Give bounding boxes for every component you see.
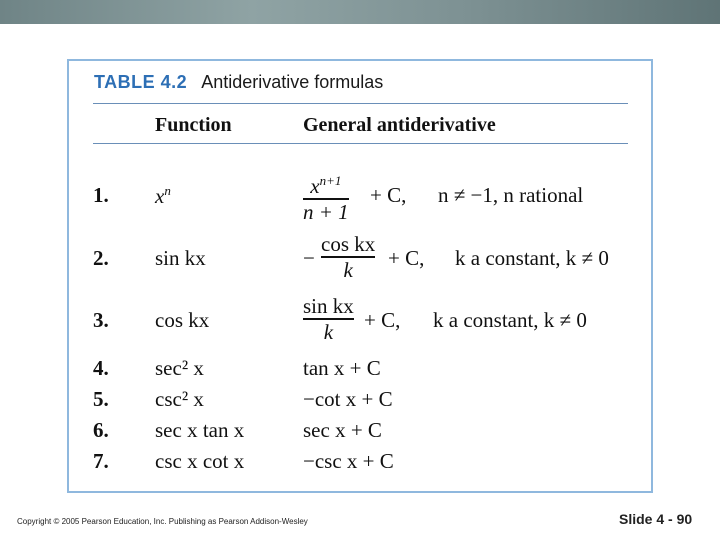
row-4-number: 4. [93,356,109,380]
row-5-antiderivative: −cot x + C [303,387,393,411]
row-6-antiderivative: sec x + C [303,418,382,442]
row-2-condition: k a constant, k ≠ 0 [455,246,609,270]
header-rule-top [93,103,628,104]
row-1-plus-c: + C, [370,183,407,207]
row-2-numerator: cos kx [321,232,376,256]
row-7-antiderivative: −csc x + C [303,449,394,473]
row-7-number: 7. [93,449,109,473]
row-1-function: $x^n$ [155,183,171,208]
column-header-antiderivative: General antiderivative [303,114,496,136]
table-caption [94,72,383,93]
top-banner [0,0,720,24]
copyright-notice: Copyright © 2005 Pearson Education, Inc. Publishing as Pearson Addison-Wesley [17,517,308,526]
row-1-fraction [303,170,349,223]
row-3-number: 3. [93,308,109,332]
row-6-function: sec x tan x [155,418,245,442]
row-1-number: 1. [93,183,109,207]
row-5-function: csc² x [155,387,204,411]
row-2-fraction [321,233,375,281]
slide-number: Slide 4 - 90 [619,511,693,527]
row-2-denominator: k [343,257,353,282]
row-1-numerator: $x^{n+1}$ [310,173,342,198]
row-2-plus-c: + C, [388,246,425,270]
row-2-minus: − [303,246,315,270]
header-rule-bottom [93,143,628,144]
table-number: TABLE 4.2 [94,72,188,92]
row-7-function: csc x cot x [155,449,245,473]
row-3-function: cos kx [155,308,210,332]
row-3-fraction [303,295,354,343]
row-6-number: 6. [93,418,109,442]
row-2-function: sin kx [155,246,206,270]
row-1-denominator: n + 1 [303,199,349,224]
column-header-function: Function [155,114,232,136]
row-3-plus-c: + C, [364,308,401,332]
row-5-number: 5. [93,387,109,411]
row-3-numerator: sin kx [303,294,354,318]
row-2-number: 2. [93,246,109,270]
row-1-condition: n ≠ −1, n rational [438,183,584,207]
table-title: Antiderivative formulas [201,72,384,92]
row-4-antiderivative: tan x + C [303,356,381,380]
row-3-condition: k a constant, k ≠ 0 [433,308,587,332]
row-4-function: sec² x [155,356,204,380]
row-3-denominator: k [323,319,334,344]
